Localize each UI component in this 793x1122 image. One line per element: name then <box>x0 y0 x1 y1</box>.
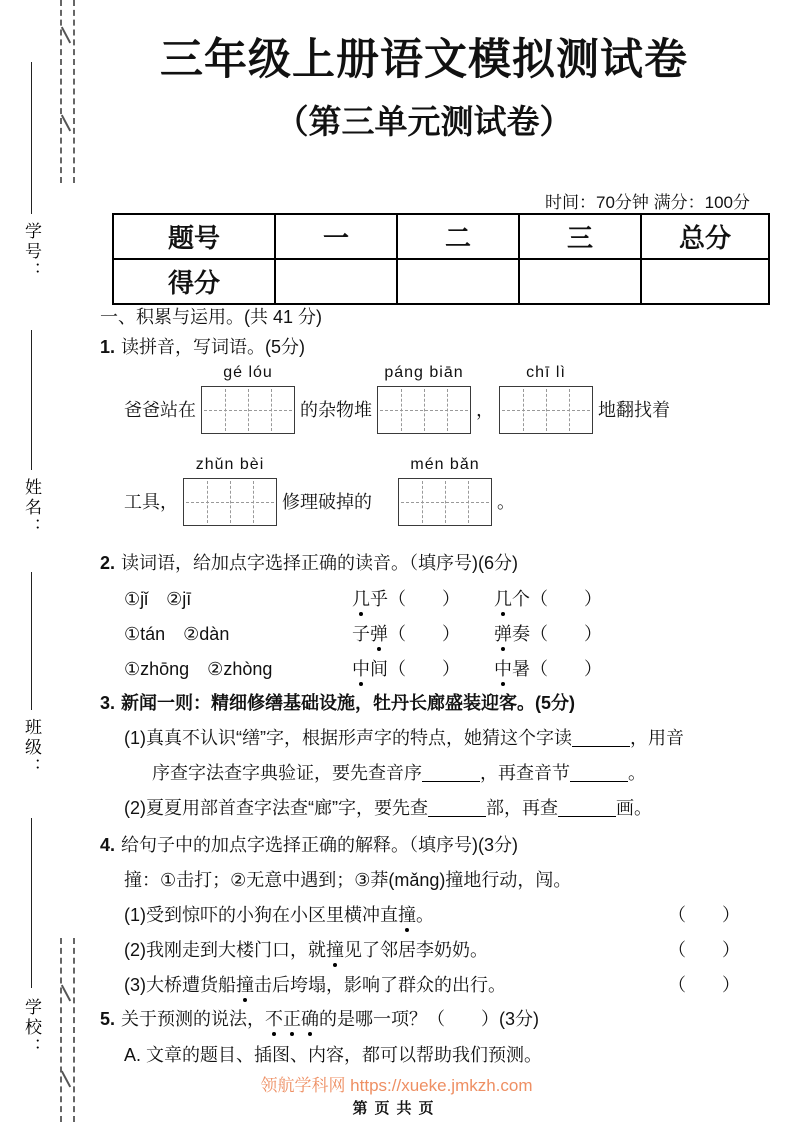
margin-label-school: 学校： <box>22 998 41 1058</box>
page-title: 三年级上册语文模拟测试卷 <box>160 36 688 84</box>
writing-boxes <box>183 478 277 526</box>
question-1-stem <box>100 336 762 359</box>
class-line <box>31 572 32 710</box>
section-1-heading: 一、积累与运用。(共 41 分) <box>100 307 323 327</box>
q1-word-gelou <box>201 364 295 434</box>
question-4-number: 4. <box>100 835 116 855</box>
question-3-number: 3. <box>100 693 116 713</box>
q2-row-2 <box>124 623 786 646</box>
question-2-stem <box>100 552 762 575</box>
q4-item3-answer-parens: （ ） <box>668 975 740 995</box>
q2-row3-word2: 中暑（ ） <box>494 659 602 679</box>
q1-row1-comma: ， <box>476 400 494 420</box>
q1-row2-text-2: 修理破掉的 <box>282 492 372 512</box>
q3-sub1-line2: 序查字法查字典验证，要先查音序 ，再查音节 。 <box>152 763 646 783</box>
pinyin-label: gé lóu <box>223 364 273 381</box>
pinyin-label: zhǔn bèi <box>195 456 265 473</box>
footer-brand: 领航学科网 https://xueke.jmkzh.com <box>260 1076 533 1095</box>
score-header-section3: 三 <box>519 214 641 259</box>
q1-word-zhunbei <box>183 456 277 526</box>
score-cell <box>275 259 397 304</box>
margin-label-student-name: 姓名： <box>22 478 41 538</box>
score-label: 得分 <box>113 259 275 304</box>
q2-row1-word1: 几乎（ ） <box>352 589 460 609</box>
writing-boxes <box>499 386 593 434</box>
q3-sub2: (2)夏夏用部首查字法查“廊”字，要先查 部，再查 画。 <box>124 798 652 818</box>
q1-row2-period: 。 <box>497 492 515 512</box>
score-header-section1: 一 <box>275 214 397 259</box>
margin-label-class: 班级： <box>22 718 41 778</box>
question-5-stem <box>100 1008 762 1031</box>
q4-item3-text: (3)大桥遭货船撞击后垮塌，影响了群众的出行。 <box>124 975 506 995</box>
q2-row1-word2: 几个（ ） <box>494 589 602 609</box>
page-subtitle: （第三单元测试卷） <box>275 103 573 140</box>
q1-word-chili <box>499 364 593 434</box>
score-header-section2: 二 <box>397 214 519 259</box>
question-4-stem <box>100 834 762 857</box>
question-1-number: 1. <box>100 337 116 357</box>
q4-item-2 <box>100 939 786 962</box>
student-number-line <box>31 62 32 214</box>
q2-row-3 <box>124 658 786 681</box>
question-3-stem <box>100 692 762 715</box>
writing-boxes <box>201 386 295 434</box>
q2-row-1 <box>124 588 786 611</box>
writing-boxes <box>398 478 492 526</box>
exam-meta: 时间：70分钟 满分：100分 <box>545 193 750 212</box>
fill-in-blank <box>558 801 616 817</box>
q4-definitions: 撞：①击打；②无意中遇到；③莽(mǎng)撞地行动，闯。 <box>124 870 572 890</box>
q4-item1-answer-parens: （ ） <box>668 905 740 925</box>
question-1-row-2 <box>124 456 515 526</box>
question-5-text: 关于预测的说法，不正确的是哪一项？（ ）(3分) <box>121 1009 540 1029</box>
fill-in-blank <box>570 766 628 782</box>
school-line <box>31 818 32 988</box>
question-3-text: 新闻一则：精细修缮基础设施，牡丹长廊盛装迎客。(5分) <box>121 693 576 713</box>
q1-row1-text-3: 地翻找着 <box>598 400 670 420</box>
q4-item1-text: (1)受到惊吓的小狗在小区里横冲直撞。 <box>124 905 434 925</box>
writing-boxes <box>377 386 471 434</box>
q4-item-3 <box>100 974 786 997</box>
q1-word-pangbian <box>377 364 471 434</box>
q4-item2-answer-parens: （ ） <box>668 940 740 960</box>
fill-in-blank <box>572 731 630 747</box>
score-header-total: 总分 <box>641 214 769 259</box>
q2-row1-options: ①jǐ ②jī <box>124 589 192 609</box>
score-cell <box>641 259 769 304</box>
q5-option-a: A. 文章的题目、插图、内容，都可以帮助我们预测。 <box>124 1045 543 1065</box>
score-header-timuhao: 题号 <box>113 214 275 259</box>
q2-row3-options: ①zhōng ②zhòng <box>124 659 273 679</box>
pinyin-label: chī lì <box>526 364 566 381</box>
q1-row1-text-2: 的杂物堆 <box>300 400 372 420</box>
q2-row2-word1: 子弹（ ） <box>352 624 460 644</box>
question-2-number: 2. <box>100 553 116 573</box>
question-4-text: 给句子中的加点字选择正确的解释。（填序号)(3分) <box>121 835 519 855</box>
question-1-text: 读拼音，写词语。(5分) <box>121 337 306 357</box>
pinyin-label: páng biān <box>384 364 464 381</box>
q2-row2-options: ①tán ②dàn <box>124 624 230 644</box>
page-number-footer: 第页共页 <box>352 1100 441 1117</box>
q1-word-menban <box>398 456 492 526</box>
q1-row2-text-1: 工具， <box>124 492 178 512</box>
q1-row1-text-1: 爸爸站在 <box>124 400 196 420</box>
fill-in-blank <box>422 766 480 782</box>
question-2-text: 读词语，给加点字选择正确的读音。（填序号)(6分) <box>121 553 519 573</box>
margin-label-student-number: 学号： <box>22 222 41 282</box>
q4-item2-text: (2)我刚走到大楼门口，就撞见了邻居李奶奶。 <box>124 940 488 960</box>
q2-row2-word2: 弹奏（ ） <box>494 624 602 644</box>
score-cell <box>519 259 641 304</box>
q4-item-1 <box>100 904 786 927</box>
score-table-header-row <box>113 214 769 259</box>
student-name-line <box>31 330 32 470</box>
question-5-number: 5. <box>100 1009 116 1029</box>
q3-sub1-line1: (1)真真不认识“缮”字，根据形声字的特点，她猜这个字读 ，用音 <box>124 728 684 748</box>
score-table <box>112 213 770 305</box>
pinyin-label: mén bǎn <box>410 456 480 473</box>
fill-in-blank <box>428 801 486 817</box>
question-1-row-1 <box>124 364 670 434</box>
q2-row3-word1: 中间（ ） <box>352 659 460 679</box>
score-cell <box>397 259 519 304</box>
score-table-score-row <box>113 259 769 304</box>
